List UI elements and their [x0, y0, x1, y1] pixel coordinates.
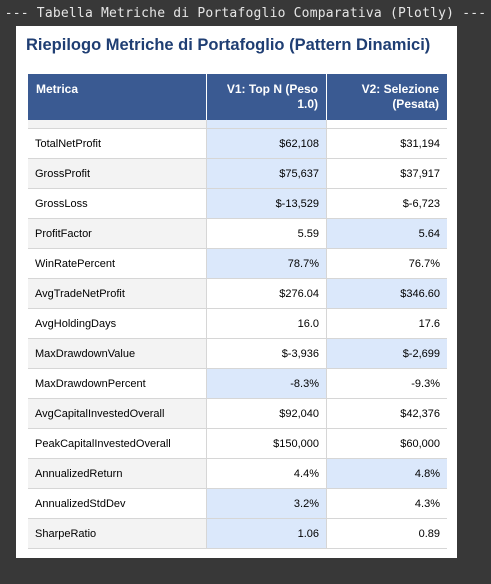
table-spacer-row — [28, 120, 447, 129]
metric-name: AnnualizedStdDev — [28, 489, 207, 518]
metric-name: WinRatePercent — [28, 249, 207, 278]
metric-name: TotalNetProfit — [28, 129, 207, 158]
v2-value: 17.6 — [327, 309, 447, 338]
v1-value: $92,040 — [207, 399, 327, 428]
v2-value: $42,376 — [327, 399, 447, 428]
metric-name: AvgCapitalInvestedOverall — [28, 399, 207, 428]
v1-value: 1.06 — [207, 519, 327, 548]
table-row — [28, 309, 447, 339]
table-row — [28, 249, 447, 279]
v2-value: $-6,723 — [327, 189, 447, 218]
table-row — [28, 339, 447, 369]
table-header-row — [28, 74, 447, 120]
metric-name: MaxDrawdownPercent — [28, 369, 207, 398]
header-v2: V2: Selezione (Pesata) — [361, 82, 439, 111]
v1-value: 16.0 — [207, 309, 327, 338]
v2-value: $31,194 — [327, 129, 447, 158]
v2-value: 0.89 — [327, 519, 447, 548]
metric-name: GrossProfit — [28, 159, 207, 188]
v2-value: 4.8% — [327, 459, 447, 488]
table-row — [28, 129, 447, 159]
v1-value: 3.2% — [207, 489, 327, 518]
v1-value: $-3,936 — [207, 339, 327, 368]
header-metrica: Metrica — [28, 74, 207, 120]
v1-value: $150,000 — [207, 429, 327, 458]
table-row — [28, 219, 447, 249]
table-title: Riepilogo Metriche di Portafoglio (Pattern Dinamici) — [26, 36, 431, 54]
v1-value: -8.3% — [207, 369, 327, 398]
table-row — [28, 519, 447, 549]
metric-name: SharpeRatio — [28, 519, 207, 548]
v1-value: $276.04 — [207, 279, 327, 308]
metric-name: AvgTradeNetProfit — [28, 279, 207, 308]
metric-name: AnnualizedReturn — [28, 459, 207, 488]
metric-name: GrossLoss — [28, 189, 207, 218]
v2-value: 4.3% — [327, 489, 447, 518]
v2-value: 5.64 — [327, 219, 447, 248]
v1-value: $-13,529 — [207, 189, 327, 218]
v1-value: $75,637 — [207, 159, 327, 188]
v2-value: -9.3% — [327, 369, 447, 398]
table-row — [28, 429, 447, 459]
v2-value: $-2,699 — [327, 339, 447, 368]
v1-value: 5.59 — [207, 219, 327, 248]
metrics-table — [28, 74, 447, 549]
v2-value: 76.7% — [327, 249, 447, 278]
metric-name: PeakCapitalInvestedOverall — [28, 429, 207, 458]
metric-name: MaxDrawdownValue — [28, 339, 207, 368]
v2-value: $37,917 — [327, 159, 447, 188]
table-row — [28, 489, 447, 519]
table-row — [28, 399, 447, 429]
metric-name: ProfitFactor — [28, 219, 207, 248]
table-row — [28, 459, 447, 489]
table-row — [28, 189, 447, 219]
metric-name: AvgHoldingDays — [28, 309, 207, 338]
v2-value: $346.60 — [327, 279, 447, 308]
console-header: --- Tabella Metriche di Portafoglio Comparativa (Plotly) --- — [4, 6, 487, 21]
v2-value: $60,000 — [327, 429, 447, 458]
table-row — [28, 369, 447, 399]
header-v1: V1: Top N (Peso 1.0) — [207, 74, 327, 120]
v1-value: $62,108 — [207, 129, 327, 158]
v1-value: 4.4% — [207, 459, 327, 488]
metrics-table-panel — [16, 26, 457, 558]
table-row — [28, 279, 447, 309]
table-row — [28, 159, 447, 189]
v1-value: 78.7% — [207, 249, 327, 278]
